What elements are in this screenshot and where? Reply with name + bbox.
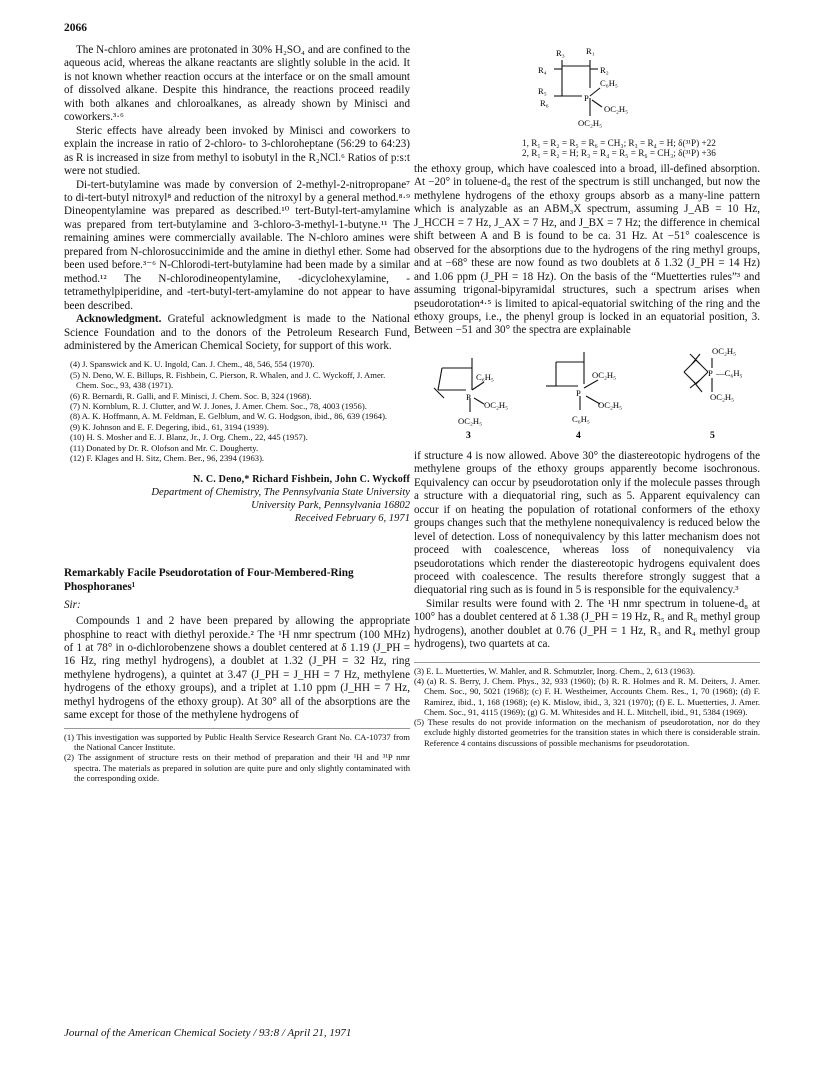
phosphorus-label: P (576, 387, 581, 398)
paragraph: if structure 4 is now allowed. Above 30° the diastereotopic hydrogens of the methylene groups of the ethoxy groups apparently become isochronous. Equivalency can occur by pseudorotation only if the molecule passes through a structure with a diequatorial ring, such as 5. Apparent equivalency can occur if on heating the population of rotational conformers of the ethoxy groups changes such that the methylene nonequivalency is reduced below the level of detection. Loss of nonequivalency by this latter mechanism does not proceed with coalescence, whereas loss of nonequivalency via pseudorotations which render the diastereotopic hydrogens equivalent does proceed with coalescence. The results therefore strongly suggest that a diequatorial ring such as is found in 5 is responsible for the equivalency.³ (414, 449, 760, 597)
paragraph: Di-tert-butylamine was made by conversion of 2-methyl-2-nitropropane⁷ to di-tert-butyl nitroxyl⁸ and reduction of the nitroxyl by a general method.⁸·⁹ Dineopentylamine was prepared as described.¹⁰ tert-Butyl-tert-amylamine was prepared from tert-butylamine and 3-chloro-3-methyl-1-butyne.¹¹ The remaining amines were commercially available. The N-chloro amines were prepared from N-chlorosuccinimide and the amine in diethyl ether. Some had been used before.³⁻⁶ N-Chlorodi-tert-butylamine had been made by a similar method.¹² The N-chlorodineopentylamine, -dicyclohexylamine, -tetramethylpiperidine, and -tert-butyl-tert-amylamine do not appear to have been described. (64, 178, 410, 312)
received-date: Received February 6, 1971 (294, 513, 410, 525)
phosphorus-label: P (708, 367, 713, 378)
ethoxy-label: OC₂H₅ (458, 415, 483, 426)
author-block (64, 473, 410, 525)
affiliation: University Park, Pennsylvania 16802 (251, 500, 410, 512)
right-column (414, 42, 760, 748)
reference-list (64, 359, 410, 463)
paragraph: the ethoxy group, which have coalesced into a broad, ill-defined absorption. At −20° in toluene-d₈ the rest of the spectrum is still unchanged, but now the methylene hydrogens of the ethoxy groups absorb as a many-line pattern which is analyzable as an ABM₃X spectrum, assuming J_AB = 10 Hz, J_HCCH = 7 Hz, J_AX = 7 Hz, and J_BX = 7 Hz; the difference in chemical shift between A and B is found to be ca. 31 Hz. At −51° coalescence is observed for the absorptions due to the hydrogens of the ring methyl groups, and at −68° these are now found as two doublets at δ 1.32 (J_PH = 14 Hz) and 1.06 ppm (J_PH = 18 Hz). On the basis of the “Muetterties rules”³ and assuming trigonal-bipyramidal structures, such a spectrum arises when pseudorotation⁴·⁵ is limited to apical-equatorial switching of the ring and the ethoxy groups, i.e., the phenyl group is locked in an equatorial position, 3. Between −51 and 30° the spectra are explainable (414, 163, 760, 337)
ethoxy-label: OC₂H₅ (484, 399, 509, 410)
salutation: Sir: (64, 598, 81, 611)
footnotes (414, 662, 760, 748)
reference: (12) F. Klages and H. Sitz, Chem. Ber., 96, 2394 (1963). (70, 453, 265, 464)
footnote: (3) E. L. Muetterties, W. Mahler, and R. Schmutzler, Inorg. Chem., 2, 613 (1963). (414, 665, 696, 676)
phenyl-label: —C₆H₅ (716, 367, 743, 378)
structure-number: 4 (576, 429, 581, 441)
page-number: 2066 (64, 22, 87, 34)
reference: (5) N. Deno, W. E. Billups, R. Fishbein, C. Pierson, R. Whalen, and J. C. Wyckoff, J. Amer. Chem. Soc., 93, 438 (1971). (70, 369, 386, 391)
phosphorus-label: P (584, 93, 589, 103)
structure-1-2-diagram (414, 42, 760, 140)
acknowledgment (64, 313, 410, 353)
substituent-r5: R₅ (538, 86, 547, 96)
footnote: (2) The assignment of structure rests on their method of preparation and their ¹H and ³¹P nmr spectra. The materials as prepared in solution are quite pure and only slightly contaminated with the corresponding oxide. (64, 752, 410, 783)
reference: (7) N. Kornblum, R. J. Clutter, and W. J. Jones, J. Amer. Chem. Soc., 78, 4003 (1956). (70, 401, 367, 412)
substituent-r3: R₃ (556, 48, 565, 58)
left-column (64, 44, 410, 783)
ethoxy-label: OC₂H₅ (598, 399, 623, 410)
phenyl-label: C₆H₅ (572, 413, 590, 424)
footnote: (4) (a) R. S. Berry, J. Chem. Phys., 32, 933 (1960); (b) R. R. Holmes and R. M. Deiters, J. Amer. Chem. Soc., 90, 5021 (1968); (c) F. H. Westheimer, Accounts Chem. Res., 1, 70 (1968); (d) F. Ramirez, ibid., 1, 168 (1968); (e) K. Mislow, ibid., 3, 321 (1970); (f) E. L. Muetterties, J. Amer. Chem. Soc., 91, 4115 (1969); (g) G. M. Whitesides and H. L. Mitchell, ibid., 91, 5384 (1969). (414, 675, 760, 717)
ethoxy-label: OC₂H₅ (592, 369, 617, 380)
structure-number: 5 (710, 429, 715, 441)
phosphorus-label: P (466, 391, 471, 402)
reference: (6) R. Bernardi, R. Galli, and F. Minisci, J. Chem. Soc. B, 324 (1968). (70, 390, 312, 401)
structures-3-4-5-diagram (414, 338, 760, 450)
authors: N. C. Deno,* Richard Fishbein, John C. Wyckoff (193, 474, 410, 486)
paragraph: Compounds 1 and 2 have been prepared by allowing the appropriate phosphine to react with diethyl peroxide.² The ¹H nmr spectrum (100 MHz) of 1 at 78° in o-dichlorobenzene shows a doublet centered at δ 1.19 (J_PH = 16 Hz, ring methyl hydrogens), a doublet at 1.32 (J_PH = 32 Hz, ring methylene hydrogens), a quintet at 3.47 (J_PH = J_HH = 7 Hz, methylene hydrogens of the ethoxy groups), and a triplet at 1.10 ppm (J_HH = 7 Hz, methyl hydrogens of the ethoxy group). At 30° all of the absorptions are the same except for those of the methylene hydrogens of (64, 615, 410, 722)
reference: (4) J. Spanswick and K. U. Ingold, Can. J. Chem., 48, 546, 554 (1970). (70, 359, 315, 370)
article-title: Remarkably Facile Pseudorotation of Four-Membered-Ring Phosphoranes¹ (64, 567, 354, 594)
paragraph: Similar results were found with 2. The ¹H nmr spectrum in toluene-d₈ at 100° has a doublet centered at δ 1.38 (J_PH = 19 Hz, R₅ and R₆ methyl group hydrogens), another doublet at 0.76 (J_PH = 1 Hz, R₃ and R₄ methyl group hydrogens), two quartets at ca. (414, 597, 760, 651)
affiliation: Department of Chemistry, The Pennsylvania State University (151, 487, 410, 499)
reference: (9) K. Johnson and E. F. Degering, ibid., 61, 3194 (1939). (70, 421, 269, 432)
paragraph: Steric effects have already been invoked by Minisci and coworkers to explain the increase in ratio of 2-chloro- to 3-chloroheptane (56:29 to 64:23) as R is increased in size from methyl to isobutyl in the R₂NCl.⁶ Ratios of p:s:t were not studied. (64, 124, 410, 178)
footnote: (5) These results do not provide information on the mechanism of pseudorotation, nor do they exclude highly distorted geometries for the transition states in which there is considerable strain. Reference 4 contains discussions of possible mechanisms for pseudorotation. (414, 717, 760, 748)
acknowledgment-heading: Acknowledgment. (76, 313, 162, 326)
ethoxy-label: OC₂H₅ (712, 345, 737, 356)
structure-caption: 1, R₁ = R₂ = R₅ = R₆ = CH₃; R₃ = R₄ = H; δ(³¹P) +22 (522, 138, 716, 148)
ethoxy-label: OC₂H₅ (710, 391, 735, 402)
reference: (10) H. S. Mosher and E. J. Blanz, Jr., J. Org. Chem., 22, 445 (1957). (70, 432, 308, 443)
paragraph: The N-chloro amines are protonated in 30% H₂SO₄ and are confined to the aqueous acid, whereas the alkane reactants are slightly soluble in the acid. It is not known whether reaction occurs at the interface or on the small amount of dissolved alkane. Despite this hindrance, the reactions proceed readily with both alkanes and chloroalkanes, as already shown by Minisci and coworkers.³·⁶ (64, 44, 410, 124)
phenyl-label: C₆H₅ (600, 78, 618, 88)
ethoxy-label: OC₂H₅ (604, 104, 629, 114)
structure-number: 3 (466, 429, 471, 441)
acknowledgment-text: Grateful acknowledgment is made to the National Science Foundation and to the donors of the Petroleum Research Fund, administered by the American Chemical Society, for support of this work. (64, 313, 410, 352)
footnote: (1) This investigation was supported by Public Health Service Research Grant No. CA-10737 from the National Cancer Institute. (64, 731, 410, 753)
reference: (11) Donated by Dr. R. Olofson and Mr. C. Dougherty. (70, 442, 259, 453)
substituent-r4: R₄ (538, 65, 547, 75)
journal-footer: Journal of the American Chemical Society / 93:8 / April 21, 1971 (64, 1027, 352, 1039)
substituent-r6: R₆ (540, 98, 549, 108)
phenyl-label: C₆H₅ (476, 371, 494, 382)
substituent-r1: R₁ (586, 46, 595, 56)
structure-caption: 2, R₁ = R₂ = H; R₃ = R₄ = R₅ = R₆ = CH₃; δ(³¹P) +36 (522, 147, 716, 158)
footnotes (64, 728, 410, 783)
substituent-r2: R₂ (600, 65, 609, 75)
ethoxy-label: OC₂H₅ (578, 118, 603, 128)
reference: (8) A. K. Hoffmann, A. M. Feldman, E. Gelblum, and W. G. Hodgson, ibid., 86, 639 (1964). (70, 411, 388, 422)
